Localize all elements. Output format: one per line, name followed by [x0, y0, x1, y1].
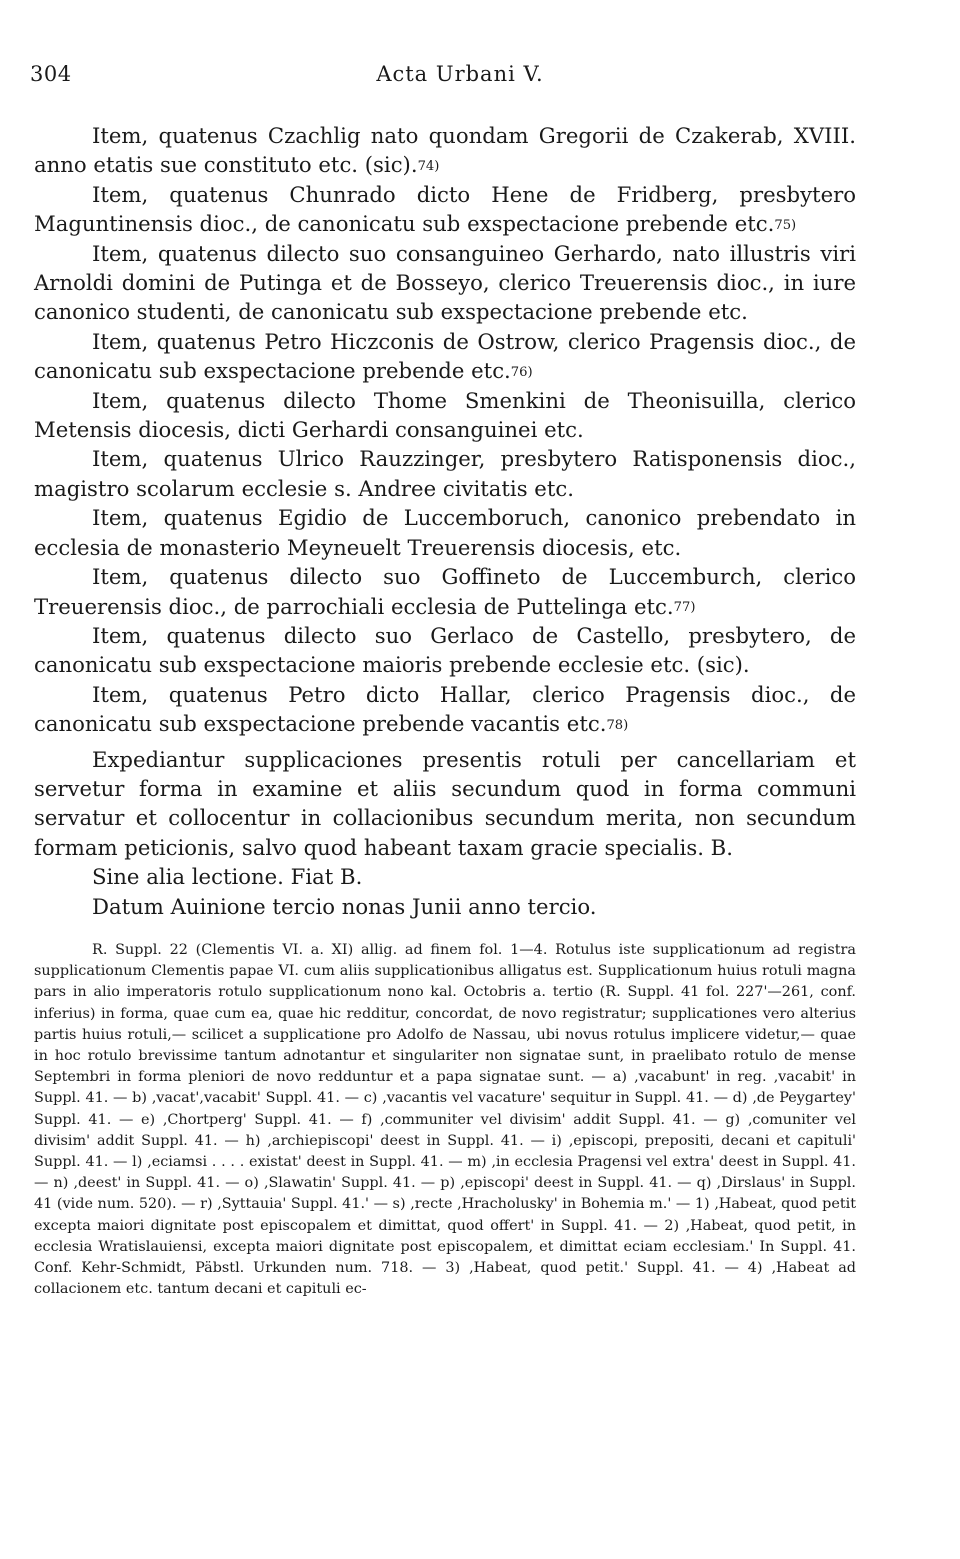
footnote-ref: 78) — [606, 717, 629, 733]
footnote-ref: 76) — [510, 364, 533, 380]
item-text: Item, quatenus Petro Hiczconis de Ostrow, clerico Pragensis dioc., de canonicatu sub exspectacione prebende etc. — [34, 328, 856, 384]
page-number: 304 — [30, 62, 72, 86]
item-text: Item, quatenus Chunrado dicto Hene de Fridberg, presbytero Maguntinensis dioc., de canonicatu sub exspectacione prebende etc. — [34, 181, 856, 237]
date-clause: Datum Auinione tercio nonas Junii anno tercio. — [92, 893, 597, 919]
item-text: Item, quatenus Egidio de Luccemboruch, canonico prebendato in ecclesia de monasterio Meyneuelt Treuerensis diocesis, etc. — [34, 505, 856, 560]
expedition-clause: Expediantur supplicaciones presentis rotuli per cancellariam et servetur forma in examine et aliis secundum quod in forma communi servatur et collocentur in collacionibus secundum merita, non secundum formam peticionis, salvo quod habeant taxam gracie specialis. B. — [34, 746, 856, 860]
footnote-ref: 74) — [417, 158, 440, 174]
supplication-item — [34, 239, 856, 327]
item-text: Item, quatenus Czachlig nato quondam Gregorii de Czakerab, XVIII. anno etatis sue constituto etc. (sic). — [34, 123, 856, 178]
footnote-text: R. Suppl. 22 (Clementis VI. a. XI) allig. ad finem fol. 1—4. Rotulus iste supplicationum ad registra supplicationum Clementis papae VI. cum aliis supplicationibus alligatus est. Supplicationum huius rotuli magna pars in alio imperatoris rotulo supplicationum nono kal. Octobris a. tertio (R. Suppl. 41 fol. 227'—261, conf. inferius) in forma, quae cum ea, quae hic redditur, concordat, de novo registratur; supplicationes vero alterius partis huius rotuli,— scilicet a supplicatione pro Adolfo de Nassau, ubi novus rotulus implicere videtur,— quae in hoc rotulo brevissime tantum adnotantur et singulariter non signatae sunt, in praelibato rotulo de mense Septembri in forma pleniori de novo redduntur et a papa signatae sunt. — a) ‚vacabunt' in reg. ‚vacabit' in Suppl. 41. — b) ‚vacat',vacabit' Suppl. 41. — c) ‚vacantis vel vacature' sequitur in Suppl. 41. — d) ‚de Peygartey' Suppl. 41. — e) ‚Chortperg' Suppl. 41. — f) ‚communiter vel divisim' addit Suppl. 41. — g) ‚comuniter vel divisim' addit Suppl. 41. — h) ‚archiepiscopi' deest in Suppl. 41. — i) ‚episcopi, prepositi, decani et capituli' Suppl. 41. — l) ‚eciamsi . . . . existat' deest in Suppl. 41. — m) ‚in ecclesia Pragensi vel extra' deest in Suppl. 41. — n) ‚deest' in Suppl. 41. — o) ‚Slawatin' Suppl. 41. — p) ‚episcopi' deest in Suppl. 41. — q) ‚Dirslaus' in Suppl. 41 (vide num. 520). — r) ‚Syttauia' Suppl. 41.' — s) ‚recte ‚Hracholusky' in Bohemia m.' — 1) ‚Habeat, quod petit excepta maiori dignitate post episcopalem et dimittat, quod offert' in Suppl. 41. — 2) ‚Habeat, quod petit, in ecclesia Wratislauiensi, excepta maiori dignitate post episcopalem, et dimittat eciam ecclesiam.' In Suppl. 41. Conf. Kehr-Schmidt, Päbstl. Urkunden num. 718. — 3) ‚Habeat, quod petit.' Suppl. 41. — 4) ‚Habeat ad collacionem etc. tantum decani et capituli ec- — [34, 942, 856, 1298]
supplication-item — [34, 680, 856, 739]
item-text: Item, quatenus Ulrico Rauzzinger, presbytero Ratisponensis dioc., magistro scolarum ecclesie s. Andree civitatis etc. — [34, 446, 856, 501]
signature-clause: Sine alia lectione. Fiat B. — [92, 864, 363, 890]
item-text: Item, quatenus dilecto suo Goffineto de Luccemburch, clerico Treuerensis dioc., de parrochiali ecclesia de Puttelinga etc. — [34, 564, 856, 619]
supplication-item — [34, 562, 856, 621]
supplication-item — [34, 121, 856, 180]
supplication-item — [34, 621, 856, 680]
running-title: Acta Urbani V. — [376, 62, 544, 86]
item-text: Item, quatenus Petro dicto Hallar, clerico Pragensis dioc., de canonicatu sub exspectacione prebende vacantis etc. — [34, 681, 856, 737]
supplication-item — [34, 444, 856, 503]
supplication-item — [34, 180, 856, 239]
item-text: Item, quatenus dilecto suo consanguineo Gerhardo, nato illustris viri Arnoldi domini de Putinga et de Bosseyo, clerico Treuerensis dioc., in iure canonico studenti, de canonicatu sub exspectacione prebende etc. — [34, 240, 856, 325]
item-text: Item, quatenus dilecto suo Gerlaco de Castello, presbytero, de canonicatu sub exspectacione maioris prebende ecclesie etc. (sic). — [34, 622, 856, 678]
footnote-ref: 75) — [774, 217, 797, 233]
supplication-item — [34, 327, 856, 386]
main-text — [34, 121, 856, 921]
item-text: Item, quatenus dilecto Thome Smenkini de Theonisuilla, clerico Metensis diocesis, dicti Gerhardi consanguinei etc. — [34, 387, 856, 443]
page-header — [30, 62, 890, 94]
supplication-item — [34, 503, 856, 562]
footnote-ref: 77) — [673, 599, 696, 615]
footnotes — [34, 940, 856, 1300]
supplication-item — [34, 386, 856, 445]
